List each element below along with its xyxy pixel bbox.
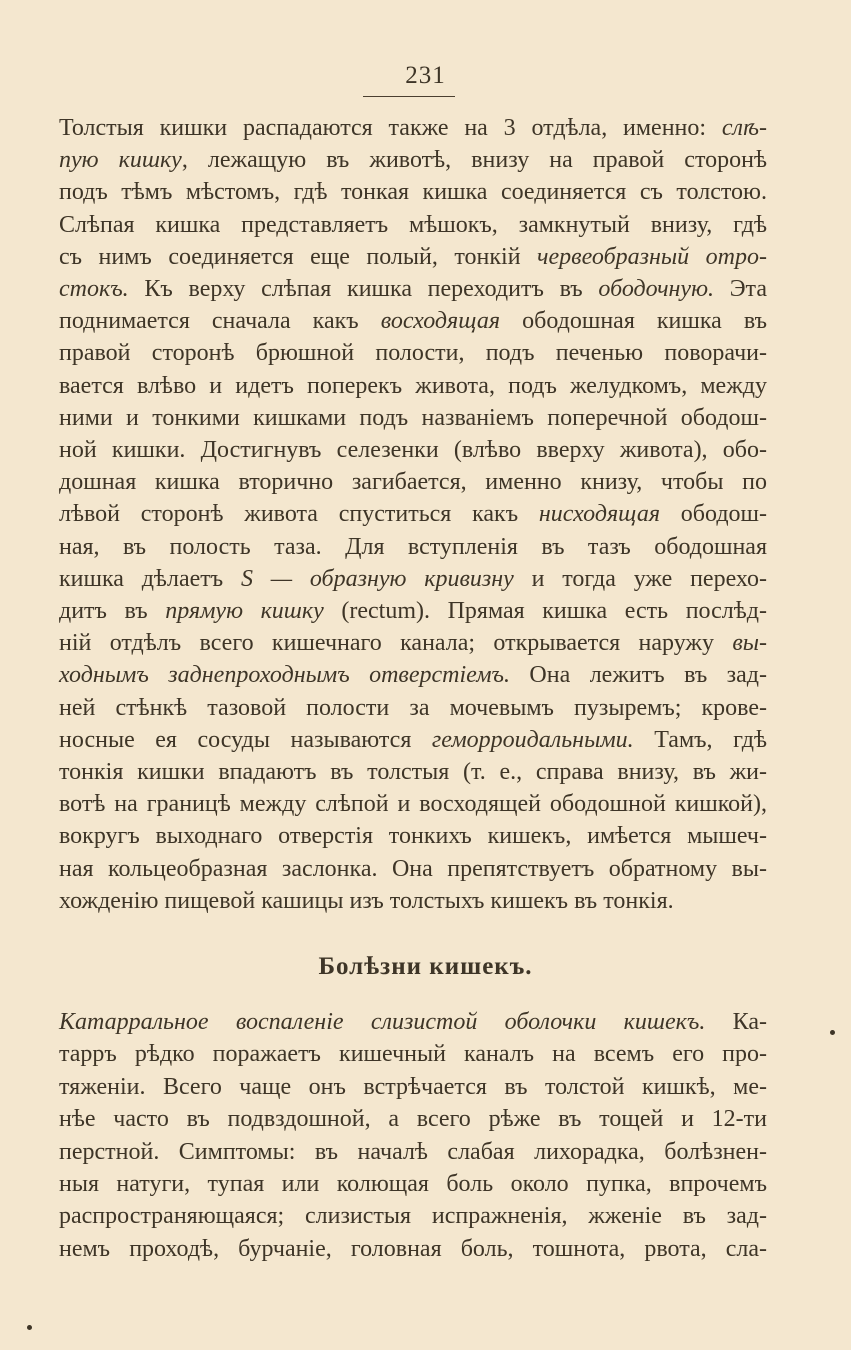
text-run: тяженіи. Всего чаще онъ встрѣчается въ толстой кишкѣ, ме- <box>59 1073 767 1100</box>
text-run: Ка- <box>705 1009 767 1035</box>
text-run: ній отдѣлъ всего кишечнаго канала; открывается наружу <box>59 630 733 657</box>
text-line <box>59 464 767 500</box>
text-run: Толстыя кишки распадаются также на 3 отдѣла, именно: <box>59 115 722 141</box>
text-run: кишка дѣлаетъ <box>59 565 241 592</box>
text-run: подъ тѣмъ мѣстомъ, гдѣ тонкая кишка соединяется съ толстою. <box>59 179 767 206</box>
italic-term: червеобразный отро- <box>537 243 767 270</box>
text-run: Тамъ, гдѣ <box>633 726 767 753</box>
text-run: ныя натуги, тупая или колющая боль около пупка, впрочемъ <box>59 1171 767 1197</box>
text-run: Къ верху слѣпая кишка переходитъ въ <box>128 276 599 302</box>
text-line <box>59 271 767 307</box>
text-line <box>59 400 767 436</box>
italic-term: геморроидальными. <box>431 726 634 753</box>
text-line <box>59 754 767 790</box>
text-line <box>59 432 767 468</box>
text-run: правой сторонѣ брюшной полости, подъ печенью поворачи- <box>59 340 767 367</box>
text-line <box>59 1166 767 1202</box>
text-run: Слѣпая кишка представляетъ мѣшокъ, замкнутый внизу, гдѣ <box>59 211 767 238</box>
text-run: дитъ въ <box>59 598 166 624</box>
text-run: ной кишки. Достигнувъ селезенки (влѣво вверху живота), обо- <box>59 437 767 463</box>
italic-term: слѣ- <box>721 115 767 141</box>
text-run: немъ проходѣ, бурчаніе, головная боль, тошнота, рвота, сла- <box>59 1235 767 1262</box>
text-line <box>59 690 767 726</box>
text-run: вотѣ на границѣ между слѣпой и восходящей ободошной кишкой), <box>59 791 767 818</box>
text-run: Она лежитъ въ зад- <box>509 662 768 689</box>
italic-term: стокъ. <box>59 276 129 302</box>
italic-term: ходнымъ заднепроходнымъ отверстіемъ. <box>59 662 510 689</box>
text-line <box>59 239 767 275</box>
text-line <box>59 561 767 597</box>
italic-term: вы- <box>732 630 767 657</box>
text-run: лѣвой сторонѣ живота спуститься какъ <box>59 501 539 528</box>
text-line <box>59 818 767 854</box>
text-run: перстной. Симптомы: въ началѣ слабая лихорадка, болѣзнен- <box>59 1138 767 1165</box>
text-run: тонкія кишки впадаютъ въ толстыя (т. е., справа внизу, въ жи- <box>59 759 767 785</box>
text-run: тарръ рѣдко поражаетъ кишечный каналъ на всемъ его про- <box>59 1041 767 1068</box>
text-run: ная кольцеобразная заслонка. Она препятствуетъ обратному вы- <box>59 855 767 882</box>
text-line <box>59 110 767 146</box>
text-line <box>59 883 767 919</box>
text-line <box>59 1036 767 1072</box>
italic-term: S — образную кривизну <box>240 565 514 592</box>
text-line <box>59 1004 767 1040</box>
page-number: 231 <box>405 62 446 89</box>
text-run: ободош- <box>660 501 767 528</box>
text-line <box>59 142 767 178</box>
text-line <box>59 368 767 404</box>
text-line <box>59 786 767 822</box>
text-run: (rectum). Прямая кишка есть послѣд- <box>323 598 767 624</box>
page-number-rule <box>363 96 455 97</box>
text-run: съ нимъ соединяется еще полый, тонкій <box>59 243 538 270</box>
text-run: поднимается сначала какъ <box>59 308 381 335</box>
text-line <box>59 174 767 210</box>
text-run: и тогда уже перехо- <box>513 565 767 592</box>
text-line <box>59 496 767 532</box>
text-run: ободошная кишка въ <box>500 308 768 335</box>
text-line <box>59 1134 767 1170</box>
italic-term: пую кишку <box>59 147 182 174</box>
scan-speck <box>27 1325 32 1330</box>
text-run: ней стѣнкѣ тазовой полости за мочевымъ пузыремъ; крове- <box>59 694 767 721</box>
text-line <box>59 851 767 887</box>
text-line <box>59 303 767 339</box>
text-line <box>59 722 767 758</box>
text-line <box>59 657 767 693</box>
text-line <box>59 625 767 661</box>
italic-term: Катарральное воспаленіе слизистой оболочки кишекъ. <box>59 1009 706 1035</box>
text-run: вокругъ выходнаго отверстія тонкихъ кишекъ, имѣется мышеч- <box>59 823 767 850</box>
text-run: носные ея сосуды называются <box>59 726 432 753</box>
text-run: ними и тонкими кишками подъ названіемъ поперечной ободош- <box>59 404 767 431</box>
text-line <box>59 1198 767 1234</box>
text-run: распространяющаяся; слизистыя испражненія, жженіе въ зад- <box>59 1203 767 1230</box>
text-line <box>59 1069 767 1105</box>
text-line <box>59 529 767 565</box>
text-run: хожденію пищевой кашицы изъ толстыхъ кишекъ въ тонкія. <box>59 887 674 914</box>
text-line <box>59 335 767 371</box>
section-heading: Болѣзни кишекъ. <box>318 953 533 980</box>
scan-speck <box>830 1030 835 1035</box>
text-line <box>59 1231 767 1267</box>
text-line <box>59 593 767 629</box>
italic-term: восходящая <box>380 308 501 335</box>
italic-term: ободочную. <box>598 276 714 302</box>
text-run: Эта <box>714 276 767 302</box>
text-run: нѣе часто въ подвздошной, а всего рѣже въ тощей и 12-ти <box>59 1106 767 1133</box>
text-line <box>59 207 767 243</box>
text-run: , лежащую въ животѣ, внизу на правой сторонѣ <box>181 147 768 174</box>
text-run: вается влѣво и идетъ поперекъ живота, подъ желудкомъ, между <box>59 372 767 399</box>
text-line <box>59 1101 767 1137</box>
italic-term: прямую кишку <box>165 598 324 624</box>
italic-term: нисходящая <box>538 501 661 528</box>
text-run: ная, въ полость таза. Для вступленія въ тазъ ободошная <box>59 533 767 560</box>
text-run: дошная кишка вторично загибается, именно книзу, чтобы по <box>59 469 767 496</box>
